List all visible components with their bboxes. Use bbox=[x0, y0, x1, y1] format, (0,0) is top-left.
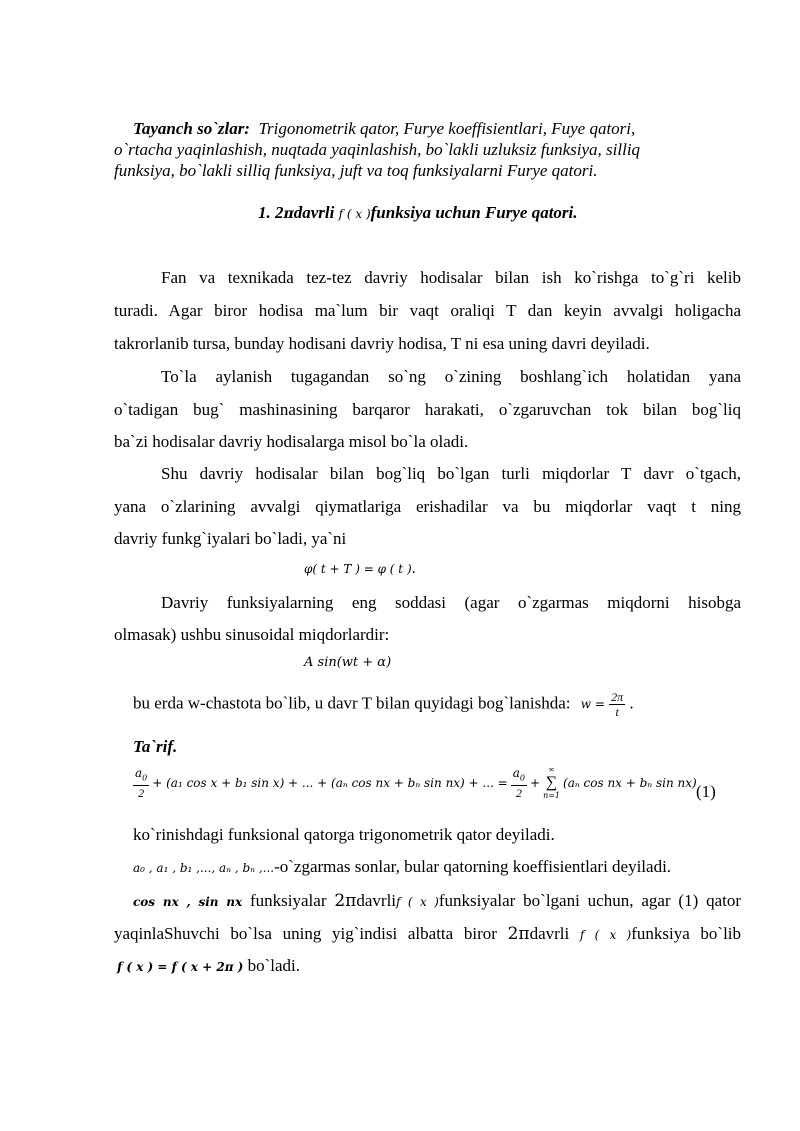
omega-fraction bbox=[609, 690, 625, 719]
sum-term: (aₙ cos nx + bₙ sin nx) bbox=[563, 776, 697, 790]
para3-line3: davriy funkg`iyalari bo`ladi, ya`ni bbox=[114, 529, 347, 548]
last-l3-text: bo`ladi. bbox=[247, 956, 301, 975]
last-l1-a: funksiyalar bbox=[250, 891, 327, 910]
cos-sin-nx: cos nx , sin nx bbox=[133, 895, 243, 909]
sum-bottom: n=1 bbox=[543, 791, 561, 800]
para2-line2: o`tadigan bug` mashinasining barqaror harakati, o`zgaruvchan tok bilan bog`liq bbox=[114, 400, 741, 419]
omega-lhs: w = bbox=[580, 697, 605, 712]
last-l1-fx: f ( x ) bbox=[396, 895, 439, 909]
last-l2-2pi: 2π bbox=[507, 924, 530, 944]
keywords-line-3: funksiya, bo`lakli silliq funksiya, juft va toq funksiyalarni Furye qatori. bbox=[114, 161, 598, 180]
keywords-text-1: Trigonometrik qator, Furye koeffisientlari, Fuye qatori, bbox=[258, 119, 636, 138]
para2-line3: ba`zi hodisalar davriy hodisalarga misol bo`la oladi. bbox=[114, 432, 469, 451]
periodic-formula bbox=[304, 560, 416, 578]
last-l2-fx: f ( x ) bbox=[579, 928, 632, 942]
a0-fraction-2 bbox=[511, 766, 527, 800]
heading-suffix: funksiya uchun Furye qatori. bbox=[370, 203, 578, 222]
last-l2-a: yaqinlaShuvchi bo`lsa uning yig`indisi albatta biror bbox=[114, 924, 497, 943]
equation-number: (1) bbox=[696, 782, 716, 801]
section-heading bbox=[258, 203, 578, 223]
a0-sub: 0 bbox=[142, 773, 148, 783]
keywords-line-2: o`rtacha yaqinlashish, nuqtada yaqinlashish, bo`lakli uzluksiz funksiya, silliq bbox=[114, 140, 641, 159]
para3-line2: yana o`zlarining avvalgi qiymatlariga erishadilar va bu miqdorlar vaqt t ning bbox=[114, 497, 741, 516]
keywords-line-1 bbox=[133, 118, 733, 139]
definition-label: Ta`rif. bbox=[133, 737, 178, 756]
last-l2-b: davrli bbox=[529, 924, 570, 943]
heading-pi: π bbox=[283, 206, 294, 222]
omega-den: t bbox=[615, 705, 619, 719]
coefficients-line bbox=[133, 857, 671, 877]
coefficients-symbols: a₀ , a₁ , b₁ ,..., aₙ , bₙ ,... bbox=[133, 861, 275, 875]
last-l1-2pi: 2π bbox=[334, 891, 357, 911]
last-para-line1 bbox=[133, 890, 741, 913]
a0-den: 2 bbox=[138, 786, 145, 801]
a0-den-2: 2 bbox=[515, 786, 522, 801]
keywords-label: Tayanch so`zlar: bbox=[133, 119, 250, 138]
last-l1-c: funksiyalar bo`lgani uchun, agar (1) qator bbox=[438, 891, 742, 910]
a0-num: a bbox=[135, 765, 143, 780]
para4-line2: olmasak) ushbu sinusoidal miqdorlardir: bbox=[114, 625, 390, 644]
periodic-formula-end: . bbox=[411, 560, 416, 577]
a0-sub-2: 0 bbox=[519, 773, 525, 783]
omega-line bbox=[133, 690, 634, 719]
heading-mid: davrli bbox=[293, 203, 335, 222]
omega-line-text: bu erda w-chastota bo`lib, u davr T bilan quyidagi bog`lanishda: bbox=[133, 693, 571, 713]
series-terms: + (a₁ cos x + b₁ sin x) + ... + (aₙ cos nx + bₙ sin nx) + ... = bbox=[152, 776, 508, 790]
sum-operator bbox=[543, 765, 560, 801]
heading-func: f ( x ) bbox=[338, 207, 371, 221]
heading-prefix: 1. 2 bbox=[258, 203, 284, 222]
para1-line2: turadi. Agar biror hodisa ma`lum bir vaqt oraliqi T dan keyin avvalgi holigacha bbox=[114, 301, 741, 320]
series-formula: $\frac{a_0}{2}$ + (a₁ cos x + b₁ sin x) + ... + (aₙ cos nx + bₙ sin nx) + ... = $\frac{a_0}{2}$ + ∞ ∑ n=1 (aₙ cos nx + bₙ sin nx) bbox=[135, 765, 697, 801]
sum-symbol: ∑ bbox=[545, 774, 558, 791]
para1-line1: Fan va texnikada tez-tez davriy hodisalar bilan ish ko`rishga to`g`ri kelib bbox=[161, 268, 741, 287]
last-para-line2 bbox=[114, 923, 741, 946]
last-para-line3 bbox=[117, 956, 300, 976]
para3-line1: Shu davriy hodisalar bilan bog`liq bo`lgan turli miqdorlar T davr o`tgach, bbox=[161, 464, 741, 483]
para1-line3: takrorlanib tursa, bunday hodisani davriy hodisa, T ni esa uning davri deyiladi. bbox=[114, 334, 650, 353]
para2-line1: To`la aylanish tugagandan so`ng o`zining boshlang`ich holatidan yana bbox=[161, 367, 741, 386]
last-l2-c: funksiya bo`lib bbox=[631, 924, 742, 943]
sum-top: ∞ bbox=[548, 765, 555, 774]
coefficients-text: -o`zgarmas sonlar, bular qatorning koeffisientlari deyiladi. bbox=[274, 857, 672, 876]
definition-sentence: ko`rinishdagi funksional qatorga trigonometrik qator deyiladi. bbox=[133, 825, 555, 844]
omega-num: 2π bbox=[611, 690, 624, 704]
sinusoid-formula: A sin(wt + α) bbox=[304, 655, 392, 670]
omega-end: . bbox=[629, 693, 634, 713]
last-l1-b: davrli bbox=[356, 891, 397, 910]
last-l3-formula: f ( x ) = f ( x + 2π ) bbox=[117, 960, 244, 974]
para4-line1: Davriy funksiyalarning eng soddasi (agar o`zgarmas miqdorni hisobga bbox=[161, 593, 741, 612]
periodic-formula-expr: φ( t + T ) = φ ( t ) bbox=[304, 562, 412, 576]
a0-fraction bbox=[133, 766, 149, 800]
a0-num-2: a bbox=[512, 765, 520, 780]
